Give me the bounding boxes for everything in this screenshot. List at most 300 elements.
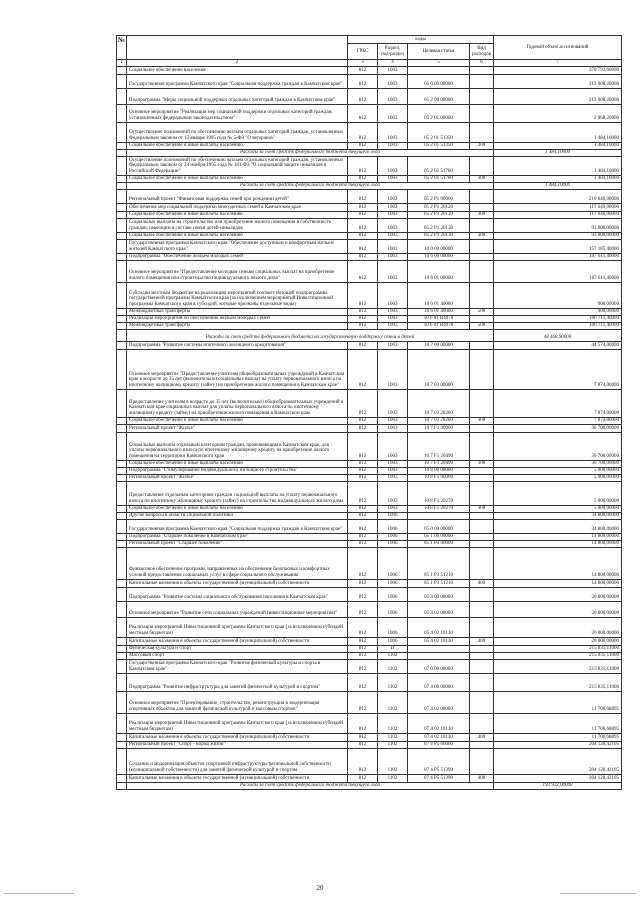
grbs-cell: 812 [348, 239, 378, 253]
csr-cell: 10 6 01 R4970 [408, 315, 470, 322]
grbs-cell: 812 [348, 122, 378, 142]
number-column-mark: № [118, 36, 126, 44]
num-cell [117, 637, 127, 645]
sum-cell: 106 711,40000 [494, 322, 622, 329]
grbs-cell: 812 [348, 617, 378, 637]
razdel-cell: 1003 [378, 282, 408, 308]
num-cell [117, 673, 127, 691]
grbs-cell: 812 [348, 417, 378, 424]
vr-cell [470, 349, 494, 389]
num-header [117, 36, 127, 60]
razdel-cell: 1003 [378, 432, 408, 460]
num-cell [117, 322, 127, 329]
razdel-cell: 1003 [378, 74, 408, 88]
sum-cell: 1 484,10000 [494, 156, 622, 175]
desc-cell: Региональный проект "Жилье" [127, 424, 348, 432]
table-row [117, 601, 622, 617]
num-cell [117, 417, 127, 424]
csr-cell: 05 1 P3 00000 [408, 540, 470, 547]
num-cell [117, 156, 127, 175]
num-cell [117, 232, 127, 239]
note-row [117, 182, 622, 189]
razdel-cell: 1003 [378, 460, 408, 467]
csr-cell: 10 0 00 00000 [408, 239, 470, 253]
sum-cell: 213 608,20000 [494, 88, 622, 104]
razdel-cell: 1003 [378, 322, 408, 329]
total-header: Годовой объем ассигнований [494, 36, 622, 60]
desc-cell: Капитальные вложения в объекты государственной (муниципальной) собственности [127, 637, 348, 645]
desc-cell: Межбюджетные трансферты [127, 322, 348, 329]
num-cell [117, 189, 127, 203]
vr-cell [470, 691, 494, 713]
csr-cell: 05 4 02 10130 [408, 617, 470, 637]
grbs-cell: 812 [348, 432, 378, 460]
vr-cell: 300 [470, 417, 494, 424]
csr-cell: 07 4 02 00000 [408, 691, 470, 713]
table-row [117, 232, 622, 239]
table-row [117, 474, 622, 481]
sum-cell: 14 800,00000 [494, 547, 622, 579]
table-row [117, 211, 622, 218]
grbs-cell: 812 [348, 211, 378, 218]
vr-cell [470, 741, 494, 748]
sum-cell: 20 000,00000 [494, 637, 622, 645]
vr-cell [470, 156, 494, 175]
table-row [117, 713, 622, 733]
sum-cell: 5 000,00000 [494, 505, 622, 512]
note-row [117, 149, 622, 156]
csr-cell: 05 1 P3 51210 [408, 579, 470, 587]
grbs-cell: 812 [348, 232, 378, 239]
razdel-cell: 1003 [378, 341, 408, 349]
vr-cell [470, 652, 494, 659]
desc-cell: Основное мероприятие "Предоставление молодым семьям социальных выплат на приобретение жилого помещения или строительство индивидуального жилого дома" [127, 260, 348, 282]
num-cell [117, 481, 127, 505]
grbs-cell: 812 [348, 389, 378, 417]
csr-cell: 05 0 00 00000 [408, 519, 470, 533]
vr-cell: 400 [470, 774, 494, 782]
grbs-cell: 812 [348, 104, 378, 122]
table-row [117, 417, 622, 424]
num-cell [117, 519, 127, 533]
colnum: 3 [348, 60, 378, 67]
sum-cell: 7 874,00000 [494, 389, 622, 417]
num-cell [117, 432, 127, 460]
table-row [117, 691, 622, 713]
grbs-cell: 812 [348, 175, 378, 182]
sum-cell: 34 800,00000 [494, 519, 622, 533]
vr-cell: 400 [470, 579, 494, 587]
num-cell [117, 211, 127, 218]
num-cell [117, 203, 127, 211]
vr-cell: 500 [470, 322, 494, 329]
sum-cell: 5 000,00000 [494, 474, 622, 481]
razdel-cell: 1003 [378, 481, 408, 505]
vr-cell [470, 432, 494, 460]
sum-cell: 193 922,00000 [494, 782, 622, 789]
vr-cell [470, 424, 494, 432]
razdel-cell: 1006 [378, 579, 408, 587]
razdel-cell: 1102 [378, 659, 408, 673]
table-row [117, 540, 622, 547]
razdel-cell: 1102 [378, 741, 408, 748]
vr-cell [470, 218, 494, 232]
grbs-cell: 812 [348, 308, 378, 315]
desc-cell: Государственная программа Камчатского края "Социальная поддержка граждан в Камчатском крае" [127, 519, 348, 533]
num-cell [117, 341, 127, 349]
table-row [117, 308, 622, 315]
sum-cell: 1 484,10000 [494, 122, 622, 142]
vr-cell [470, 467, 494, 474]
csr-cell: 07 0 00 00000 [408, 659, 470, 673]
table-row [117, 142, 622, 149]
desc-cell: Социальные выплаты отдельным категориям граждан, проживающим в Камчатском крае, для уплаты первоначального взноса по ипотечному жилищному кредиту на приобретение жилого помещения на территории Камчатского края [127, 432, 348, 460]
table-row [117, 741, 622, 748]
csr-cell: 05 4 02 00000 [408, 601, 470, 617]
num-cell [117, 741, 127, 748]
desc-cell: Государственная программа Камчатского края "Обеспечение доступным и комфортным жильем жителей Камчатского края" [127, 239, 348, 253]
desc-cell: Реализация мероприятий Инвестиционной программы Камчатского края (за исключением субсидий местным бюджетам) [127, 617, 348, 637]
grbs-cell: 812 [348, 547, 378, 579]
vr-cell [470, 88, 494, 104]
sum-cell: 44 574,00000 [494, 341, 622, 349]
desc-header [127, 36, 348, 60]
table-row [117, 645, 622, 652]
grbs-cell: 812 [348, 66, 378, 74]
razdel-cell: 1003 [378, 315, 408, 322]
sum-cell: 215 835,11000 [494, 652, 622, 659]
razdel-cell: 1003 [378, 232, 408, 239]
csr-cell: 10 6 01 00000 [408, 260, 470, 282]
razdel-cell: 1003 [378, 389, 408, 417]
vr-cell [470, 341, 494, 349]
razdel-cell: 1102 [378, 691, 408, 713]
sum-cell: 1 484,10000 [494, 142, 622, 149]
grbs-cell: 812 [348, 748, 378, 774]
desc-cell: Государственная программа Камчатского края "Развитие физической культуры и спорта в Камчатском крае" [127, 659, 348, 673]
vr-cell [470, 673, 494, 691]
csr-cell: 07 4 P5 51390 [408, 748, 470, 774]
num-cell [117, 260, 127, 282]
num-cell [117, 601, 127, 617]
num-cell [117, 587, 127, 601]
sum-cell: 1 484,10000 [494, 149, 622, 156]
csr-cell: 07 4 02 10130 [408, 713, 470, 733]
table-row [117, 122, 622, 142]
csr-cell: 10 7 F1 00000 [408, 424, 470, 432]
sum-cell: 5 000,00000 [494, 481, 622, 505]
sum-cell: 93 000,00000 [494, 218, 622, 232]
desc-cell: Другие вопросы в области социальной политики [127, 512, 348, 519]
desc-cell: Основное мероприятие "Развитие сети социальных учреждений (инвестиционные мероприятия)" [127, 601, 348, 617]
num-cell [117, 315, 127, 322]
desc-cell: Подпрограмма "Меры социальной поддержки отдельных категорий граждан в Камчатском крае" [127, 88, 348, 104]
csr-cell: 05 0 00 00000 [408, 74, 470, 88]
csr-cell: 10 8 F1 00000 [408, 474, 470, 481]
num-cell [117, 253, 127, 260]
table-row [117, 389, 622, 417]
csr-cell: 05 4 02 10130 [408, 637, 470, 645]
vr-cell: 300 [470, 175, 494, 182]
num-cell [117, 579, 127, 587]
razdel-cell: 1006 [378, 540, 408, 547]
num-cell [117, 474, 127, 481]
grbs-cell: 812 [348, 733, 378, 741]
table-row [117, 260, 622, 282]
sum-cell: 2 968,20000 [494, 104, 622, 122]
vr-cell: 300 [470, 211, 494, 218]
vr-cell [470, 253, 494, 260]
table-row [117, 774, 622, 782]
grbs-cell: 812 [348, 659, 378, 673]
desc-cell: Основное мероприятие "Проектирование, строительство, реконструкция и модернизация спортивных объектов для занятий физической культурой и массовым спортом" [127, 691, 348, 713]
csr-cell: 10 6 01 40060 [408, 308, 470, 315]
table-row [117, 315, 622, 322]
sum-cell: 11 706,68895 [494, 691, 622, 713]
colnum: 6 [470, 60, 494, 67]
desc-cell: Социальное обеспечение и иные выплаты населению [127, 142, 348, 149]
sum-cell: 34 800,00000 [494, 512, 622, 519]
razdel-cell: 1003 [378, 424, 408, 432]
table-row [117, 349, 622, 389]
vr-cell [470, 645, 494, 652]
grbs-cell: 812 [348, 474, 378, 481]
desc-cell: Государственная программа Камчатского края "Социальная поддержка граждан в Камчатском крае" [127, 74, 348, 88]
desc-cell: Капитальные вложения в объекты государственной (муниципальной) собственности [127, 774, 348, 782]
grbs-cell: 812 [348, 142, 378, 149]
table-row [117, 282, 622, 308]
table-row [117, 218, 622, 232]
table-row [117, 203, 622, 211]
sum-cell: 14 800,00000 [494, 540, 622, 547]
desc-cell: Реализация мероприятий по обеспечению жильем молодых семей [127, 315, 348, 322]
razdel-cell: 1006 [378, 547, 408, 579]
desc-cell: Подпрограмма "Старшее поколение в Камчатском крае" [127, 533, 348, 540]
grbs-cell: 812 [348, 424, 378, 432]
vr-cell: 400 [470, 733, 494, 741]
sum-cell: 36 700,00000 [494, 424, 622, 432]
vr-cell [470, 74, 494, 88]
sum-cell: 107 611,40000 [494, 260, 622, 282]
table-row [117, 189, 622, 203]
csr-cell: 07 4 00 00000 [408, 673, 470, 691]
num-cell [117, 389, 127, 417]
sum-cell: 20 000,00000 [494, 617, 622, 637]
header-row [117, 36, 622, 44]
sum-cell: 204 128,42105 [494, 774, 622, 782]
razdel-cell: 1003 [378, 142, 408, 149]
csr-cell: 10 7 F1 20490 [408, 460, 470, 467]
desc-cell: Региональный проект "Спорт - норма жизни" [127, 741, 348, 748]
table-row [117, 239, 622, 253]
desc-cell: Осуществление полномочий по обеспечению жильем отдельных категорий граждан, установленных Федеральным законом от 12 января 1995 года № 5-ФЗ "О ветеранах" [127, 122, 348, 142]
razdel-cell: 1003 [378, 417, 408, 424]
csr-cell [408, 66, 470, 74]
table-row [117, 579, 622, 587]
razdel-cell: 1003 [378, 189, 408, 203]
csr-cell [408, 652, 470, 659]
desc-cell: Социальное обеспечение и иные выплаты населению [127, 505, 348, 512]
grbs-cell: 812 [348, 203, 378, 211]
sum-cell: 215 835,11000 [494, 645, 622, 652]
grbs-cell: 812 [348, 460, 378, 467]
num-cell [117, 460, 127, 467]
num-cell [117, 142, 127, 149]
table-row [117, 66, 622, 74]
table-row [117, 341, 622, 349]
num-cell [117, 218, 127, 232]
num-cell [117, 74, 127, 88]
desc-cell: Реализация мероприятий Инвестиционной программы Камчатского края (за исключением субсидий местным бюджетам) [127, 713, 348, 733]
desc-cell: Региональный проект "Финансовая поддержка семей при рождении детей" [127, 189, 348, 203]
grbs-cell: 812 [348, 282, 378, 308]
csr-cell: 10 6 01 40060 [408, 282, 470, 308]
razdel-cell: 1003 [378, 467, 408, 474]
vr-cell [470, 66, 494, 74]
csr-cell: 05 2 01 51760 [408, 156, 470, 175]
vr-cell [470, 659, 494, 673]
grbs-cell: 812 [348, 587, 378, 601]
sum-cell: 204 128,42105 [494, 748, 622, 774]
desc-cell: Социальное обеспечение и иные выплаты населению [127, 211, 348, 218]
grbs-cell: 812 [348, 637, 378, 645]
column-number-row [117, 60, 622, 67]
grbs-cell: 812 [348, 218, 378, 232]
desc-cell: Основное мероприятие "Реализация мер социальной поддержки отдельных категорий граждан, установленных федеральным законодательством" [127, 104, 348, 122]
razdel-cell: 1102 [378, 733, 408, 741]
table-row [117, 481, 622, 505]
csr-cell: 05 2 01 51350 [408, 122, 470, 142]
razdel-cell: 1003 [378, 260, 408, 282]
sum-cell: 106 711,40000 [494, 315, 622, 322]
razdel-cell: 11 [378, 645, 408, 652]
grbs-cell: 812 [348, 540, 378, 547]
razdel-cell: 1003 [378, 156, 408, 175]
num-cell [117, 733, 127, 741]
num-cell [117, 533, 127, 540]
num-cell [117, 308, 127, 315]
vr-cell: 300 [470, 505, 494, 512]
grbs-cell: 812 [348, 645, 378, 652]
sum-cell: 210 640,00000 [494, 189, 622, 203]
table-row [117, 659, 622, 673]
table-row [117, 748, 622, 774]
vr-cell [470, 547, 494, 579]
csr-cell: 05 1 P3 51210 [408, 547, 470, 579]
grbs-cell: 812 [348, 512, 378, 519]
csr-cell: 10 7 03 20260 [408, 417, 470, 424]
page-number: 20 [316, 884, 324, 892]
grbs-cell: 812 [348, 713, 378, 733]
table-row [117, 104, 622, 122]
desc-cell: Социальное обеспечение и иные выплаты населению [127, 175, 348, 182]
sum-cell: 313 608,20000 [494, 74, 622, 88]
sum-cell: 11 706,68895 [494, 713, 622, 733]
grbs-cell: 812 [348, 601, 378, 617]
desc-cell: Подпрограмма "Развитие системы ипотечного жилищного кредитования" [127, 341, 348, 349]
desc-cell: Подпрограмма "Стимулирование индивидуального жилищного строительства" [127, 467, 348, 474]
num-cell [117, 66, 127, 74]
table-row [117, 460, 622, 467]
desc-cell: Региональный проект "Жилье" [127, 474, 348, 481]
vr-cell [470, 540, 494, 547]
vr-cell: 300 [470, 142, 494, 149]
razdel-cell: 1003 [378, 239, 408, 253]
razdel-cell: 1003 [378, 66, 408, 74]
grbs-cell: 812 [348, 341, 378, 349]
vr-cell [470, 481, 494, 505]
table-row [117, 424, 622, 432]
vr-cell [470, 601, 494, 617]
table-row [117, 733, 622, 741]
vr-cell [470, 104, 494, 122]
grbs-cell: 812 [348, 88, 378, 104]
num-cell [117, 713, 127, 733]
vr-cell [470, 748, 494, 774]
num-cell [117, 505, 127, 512]
csr-cell: 07 4 P5 00000 [408, 741, 470, 748]
num-cell [117, 512, 127, 519]
vr-cell [470, 617, 494, 637]
grbs-cell: 812 [348, 260, 378, 282]
csr-cell: 05 2 P1 00000 [408, 189, 470, 203]
grbs-cell: 812 [348, 74, 378, 88]
csr-cell: 05 2 01 51350 [408, 142, 470, 149]
grbs-cell: 812 [348, 253, 378, 260]
csr-cell: 10 7 03 00000 [408, 349, 470, 389]
vr-cell [470, 519, 494, 533]
grbs-cell: 812 [348, 673, 378, 691]
desc-cell: Финансовое обеспечение программ, направленных на обеспечение безопасных и комфортных условий предоставления социальных услуг в сфере социального обслуживания [127, 547, 348, 579]
razdel-cell: 1003 [378, 203, 408, 211]
vr-cell [470, 282, 494, 308]
razdel-cell: 1003 [378, 122, 408, 142]
grbs-cell: 812 [348, 774, 378, 782]
margin-rule-left [4, 893, 74, 894]
num-cell [117, 122, 127, 142]
csr-cell: 05 1 00 00000 [408, 533, 470, 540]
desc-cell: Межбюджетные трансферты [127, 308, 348, 315]
table-row [117, 652, 622, 659]
csr-cell: 05 2 P1 20130 [408, 232, 470, 239]
colnum: 2 [127, 60, 348, 67]
codes-group-header: коды [348, 36, 494, 44]
csr-cell: 10 8 F1 20270 [408, 481, 470, 505]
vr-cell [470, 533, 494, 540]
grbs-cell: 812 [348, 533, 378, 540]
vr-cell: 400 [470, 637, 494, 645]
csr-cell [408, 645, 470, 652]
csr-cell: 10 6 01 R4970 [408, 322, 470, 329]
sum-cell: 1 484,10000 [494, 182, 622, 189]
grbs-cell: 812 [348, 467, 378, 474]
vr-cell [470, 713, 494, 733]
grbs-cell: 812 [348, 652, 378, 659]
table-row [117, 467, 622, 474]
num-cell [117, 467, 127, 474]
desc-cell: Региональный проект "Старшее поколение" [127, 540, 348, 547]
desc-cell: Капитальные вложения в объекты государственной (муниципальной) собственности [127, 733, 348, 741]
num-cell [117, 617, 127, 637]
vr-cell [470, 389, 494, 417]
num-cell [117, 774, 127, 782]
razdel-cell: 1003 [378, 175, 408, 182]
num-cell [117, 239, 127, 253]
razdel-cell: 1006 [378, 637, 408, 645]
table-row [117, 617, 622, 637]
num-cell [117, 349, 127, 389]
desc-cell: Создание и модернизация объектов спортивной инфраструктуры региональной собственности (муниципальной собственности) для занятий физической культурой и спортом [127, 748, 348, 774]
